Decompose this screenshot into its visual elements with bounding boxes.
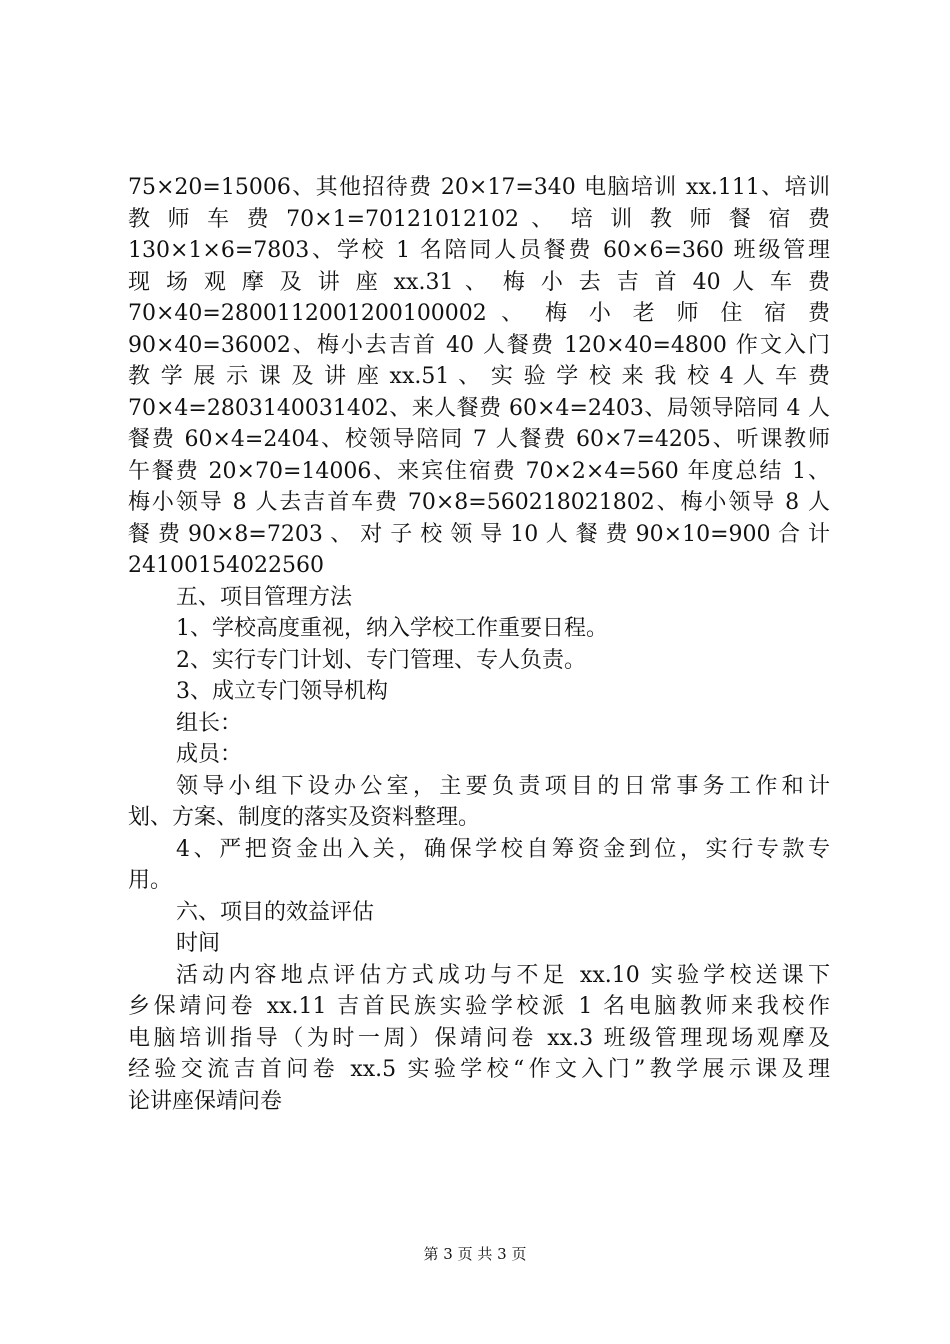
list-item: 1、学校高度重视，纳入学校工作重要日程。 <box>176 616 608 641</box>
text-line: 现 场 观 摩 及 讲 座 xx.31 、 梅 小 去 吉 首 40 人 车 费 <box>128 269 830 295</box>
text-line: 活动内容地点评估方式成功与不足 xx.10 实验学校送课下 <box>176 962 830 988</box>
text-line: 乡保靖问卷 xx.11 吉首民族实验学校派 1 名电脑教师来我校作 <box>128 994 830 1019</box>
text-line: 70×40=2800112001200100002 、 梅 小 老 师 住 宿 费 <box>128 301 830 326</box>
members-label: 成员： <box>176 742 243 767</box>
text-line: 经验交流吉首问卷 xx.5 实验学校“作文入门”教学展示课及理 <box>128 1057 830 1082</box>
list-item: 4、严把资金出入关，确保学校自筹资金到位，实行专款专 <box>176 836 830 862</box>
text-line: 午餐费 20×70=14006、来宾住宿费 70×2×4=560 年度总结 1、 <box>128 458 830 484</box>
leader-label: 组长： <box>176 710 243 736</box>
text-line: 90×40=36002、梅小去吉首 40 人餐费 120×40=4800 作文入门 <box>128 332 830 358</box>
text-line: 70×4=2803140031402、来人餐费 60×4=2403、局领导陪同 4 人 <box>128 395 830 421</box>
text-line: 梅小领导 8 人去吉首车费 70×8=560218021802、梅小领导 8 人 <box>128 490 830 515</box>
list-item: 3、成立专门领导机构 <box>176 679 388 704</box>
text-line: 75×20=15006、其他招待费 20×17=340 电脑培训 xx.111、培训 <box>128 175 830 200</box>
text-line: 餐费 60×4=2404、校领导陪同 7 人餐费 60×7=4205、听课教师 <box>128 427 830 452</box>
document-body <box>128 172 830 1117</box>
text-line: 领导小组下设办公室，主要负责项目的日常事务工作和计 <box>176 773 830 799</box>
text-line: 教 学 展 示 课 及 讲 座 xx.51 、 实 验 学 校 来 我 校 4 人 车 费 <box>128 364 830 389</box>
text-line: 时间 <box>176 931 221 956</box>
section-heading: 六、项目的效益评估 <box>176 899 375 925</box>
text-line: 餐 费 90×8=7203 、 对 子 校 领 导 10 人 餐 费 90×10=900 合 计 <box>128 521 830 547</box>
text-line: 24100154022560 <box>128 553 324 578</box>
page-number-footer: 第 3 页 共 3 页 <box>423 1245 527 1263</box>
text-line: 划、方案、制度的落实及资料整理。 <box>128 805 481 830</box>
text-line: 用。 <box>128 868 173 893</box>
section-heading: 五、项目管理方法 <box>176 584 353 610</box>
list-item: 2、实行专门计划、专门管理、专人负责。 <box>176 647 586 673</box>
text-line: 教 师 车 费 70×1=70121012102 、 培 训 教 师 餐 宿 费 <box>128 206 830 232</box>
text-line: 130×1×6=7803、学校 1 名陪同人员餐费 60×6=360 班级管理 <box>128 238 830 263</box>
text-line: 电脑培训指导（为时一周）保靖问卷 xx.3 班级管理现场观摩及 <box>128 1025 830 1051</box>
text-line: 论讲座保靖问卷 <box>128 1088 283 1114</box>
